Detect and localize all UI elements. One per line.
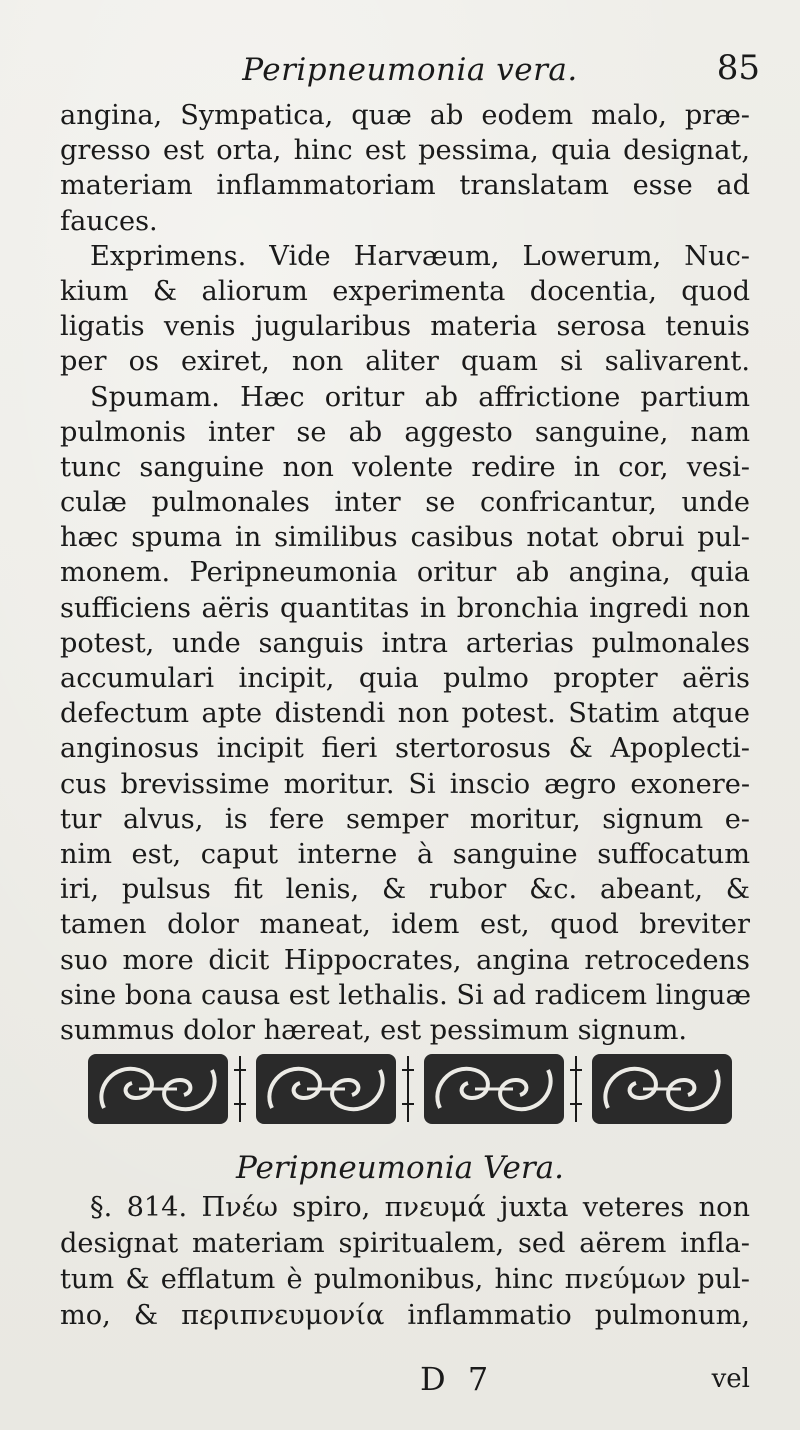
text-line: fauces. — [60, 205, 158, 237]
ornament-unit — [256, 1054, 396, 1124]
signature-mark: D 7 — [420, 1360, 495, 1398]
text-line: kium & aliorum experimenta docentia, quod — [60, 275, 750, 307]
text-line: tunc sanguine non volente redire in cor, vesi- — [60, 451, 750, 483]
ornament-unit — [424, 1054, 564, 1124]
section-text-block — [60, 1190, 750, 1334]
catchword: vel — [711, 1364, 750, 1394]
text-line: sufficiens aëris quantitas in bronchia ingredi non — [60, 592, 750, 624]
ornament-band — [84, 1048, 734, 1130]
text-line: potest, unde sanguis intra arterias pulmonales — [60, 627, 750, 659]
text-line: accumulari incipit, quia pulmo propter aëris — [60, 663, 750, 694]
text-line: angina, Sympatica, quæ ab eodem malo, præ- — [60, 100, 750, 131]
text-line: materiam inflammatoriam translatam esse ad — [60, 170, 750, 202]
running-head — [60, 48, 760, 98]
main-text-block — [60, 98, 750, 1048]
ornament-cross — [402, 1056, 414, 1122]
text-line: anginosus incipit fieri stertorosus & Apoplecti- — [60, 733, 750, 765]
text-line: tum & efflatum è pulmonibus, hinc πνεύμων pul- — [60, 1264, 750, 1295]
text-line: pulmonis inter se ab aggesto sanguine, nam — [60, 416, 750, 448]
page-number: 85 — [716, 48, 760, 88]
text-line: designat materiam spiritualem, sed aërem infla- — [60, 1228, 750, 1259]
section-heading: Peripneumonia Vera. — [236, 1150, 564, 1186]
text-line: monem. Peripneumonia oritur ab angina, quia — [60, 557, 750, 589]
text-line: ligatis venis jugularibus materia serosa tenuis — [60, 311, 750, 343]
ornament-cross — [570, 1056, 582, 1122]
text-line: mo, & περιπνευμονία inflammatio pulmonum, — [60, 1300, 750, 1331]
text-line: hæc spuma in similibus casibus notat obrui pul- — [60, 522, 750, 554]
text-line: tamen dolor maneat, idem est, quod breviter — [60, 909, 750, 941]
text-line: defectum apte distendi non potest. Statim atque — [60, 698, 750, 730]
text-line: culæ pulmonales inter se confricantur, unde — [60, 487, 750, 519]
text-line: Spumam. Hæc oritur ab affrictione partium — [90, 381, 750, 413]
running-title: Peripneumonia vera. — [242, 52, 578, 88]
text-line: tur alvus, is fere semper moritur, signum e- — [60, 803, 750, 835]
ornament-cross — [234, 1056, 246, 1122]
text-line: per os exiret, non aliter quam si salivarent. — [60, 346, 750, 378]
text-line: nim est, caput interne à sanguine suffocatum — [60, 838, 750, 870]
text-line: gresso est orta, hinc est pessima, quia designat, — [60, 135, 750, 167]
text-line: summus dolor hæreat, est pessimum signum. — [60, 1014, 688, 1046]
text-line: suo more dicit Hippocrates, angina retrocedens — [60, 944, 750, 976]
ornament-unit — [88, 1054, 228, 1124]
text-line: iri, pulsus fit lenis, & rubor &c. abeant, & — [60, 874, 750, 906]
text-line: cus brevissime moritur. Si inscio ægro exonere- — [60, 768, 750, 800]
ornament-unit — [592, 1054, 732, 1124]
text-line: §. 814. Πνέω spiro, πνευμά juxta veteres non — [90, 1192, 750, 1223]
text-line: sine bona causa est lethalis. Si ad radicem linguæ — [60, 979, 752, 1011]
text-line: Exprimens. Vide Harvæum, Lowerum, Nuc- — [90, 240, 750, 272]
